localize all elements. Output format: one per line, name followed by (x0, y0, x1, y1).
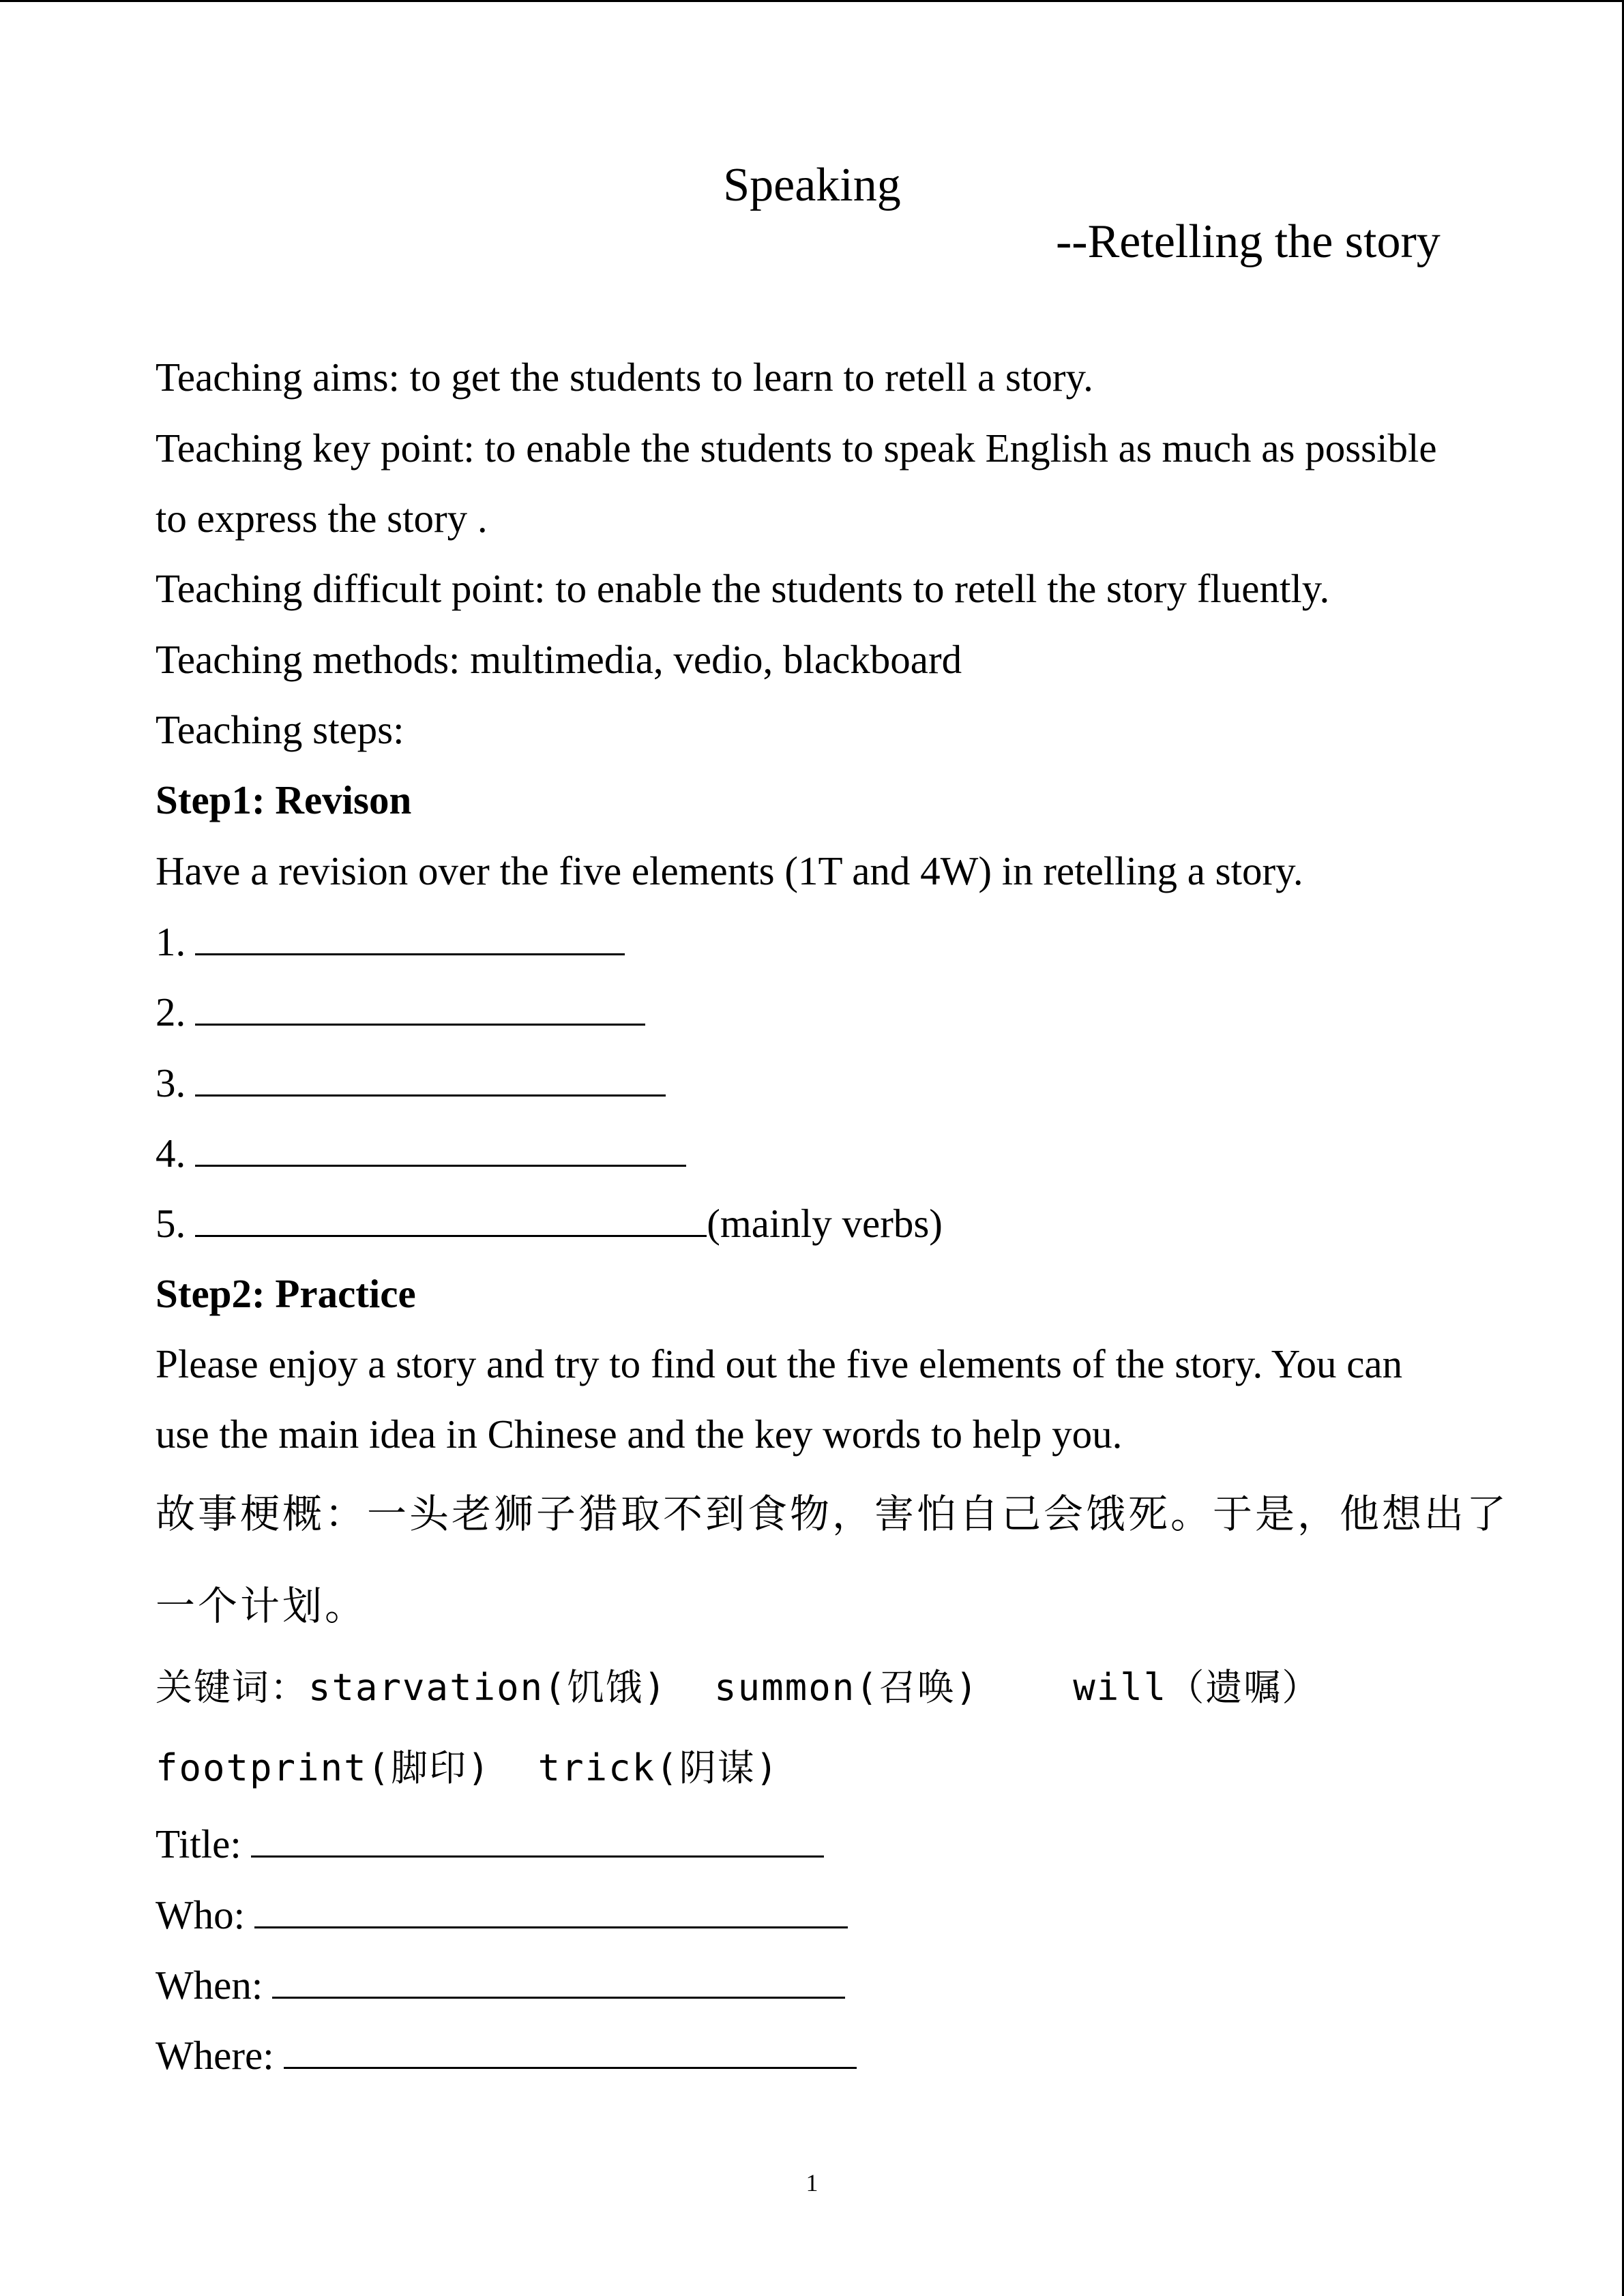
step1-item-3 (156, 1055, 666, 1110)
answer-blank[interactable] (254, 1887, 848, 1928)
step1-heading: Step1: Revison (156, 777, 412, 822)
page-subtitle: --Retelling the story (1056, 215, 1441, 268)
item-number: 4. (156, 1131, 186, 1176)
field-who (156, 1887, 848, 1942)
answer-blank[interactable] (195, 1125, 686, 1167)
item-number: 5. (156, 1201, 186, 1246)
answer-blank[interactable] (195, 914, 625, 955)
step1-item-2 (156, 984, 645, 1039)
step1-item-4 (156, 1125, 686, 1180)
teaching-key-point-line-2: to express the story . (156, 496, 488, 541)
step2-heading: Step2: Practice (156, 1271, 416, 1316)
answer-blank[interactable] (272, 1957, 845, 1999)
teaching-difficult-point: Teaching difficult point: to enable the students to retell the story fluently. (156, 566, 1330, 611)
field-label: Who: (156, 1892, 246, 1937)
answer-blank[interactable] (195, 1195, 707, 1237)
step2-instruction-line-1: Please enjoy a story and try to find out the five elements of the story. You can (156, 1341, 1403, 1386)
teaching-steps-label: Teaching steps: (156, 707, 404, 752)
field-label: Title: (156, 1821, 241, 1866)
field-when (156, 1957, 845, 2012)
item-number: 3. (156, 1060, 186, 1105)
step1-item-5 (156, 1195, 943, 1251)
page-top-border (0, 0, 1624, 2)
story-summary-line-1: 故事梗概：一头老狮子猎取不到食物，害怕自己会饿死。于是，他想出了 (156, 1491, 1509, 1537)
teaching-methods: Teaching methods: multimedia, vedio, blackboard (156, 637, 962, 682)
page-number: 1 (806, 2169, 818, 2196)
field-label: When: (156, 1963, 263, 2008)
keywords-line-2: footprint(脚印) trick(阴谋) (156, 1746, 780, 1789)
keywords-line-1: 关键词：starvation(饥饿) summon(召唤) will（遗嘱） (156, 1666, 1320, 1709)
item-hint: (mainly verbs) (707, 1201, 943, 1246)
teaching-key-point-line-1: Teaching key point: to enable the students to speak English as much as possible (156, 426, 1437, 471)
field-where (156, 2027, 857, 2083)
page-title: Speaking (723, 159, 901, 211)
field-title (156, 1816, 824, 1871)
teaching-aims: Teaching aims: to get the students to learn to retell a story. (156, 355, 1093, 400)
field-label: Where: (156, 2033, 274, 2078)
story-summary-line-2: 一个计划。 (156, 1583, 368, 1629)
item-number: 1. (156, 919, 186, 964)
step1-instruction: Have a revision over the five elements (1T and 4W) in retelling a story. (156, 848, 1303, 893)
answer-blank[interactable] (195, 984, 645, 1026)
answer-blank[interactable] (195, 1055, 666, 1097)
answer-blank[interactable] (284, 2027, 857, 2069)
answer-blank[interactable] (251, 1816, 824, 1858)
item-number: 2. (156, 989, 186, 1034)
step1-item-1 (156, 914, 625, 969)
step2-instruction-line-2: use the main idea in Chinese and the key words to help you. (156, 1412, 1123, 1457)
